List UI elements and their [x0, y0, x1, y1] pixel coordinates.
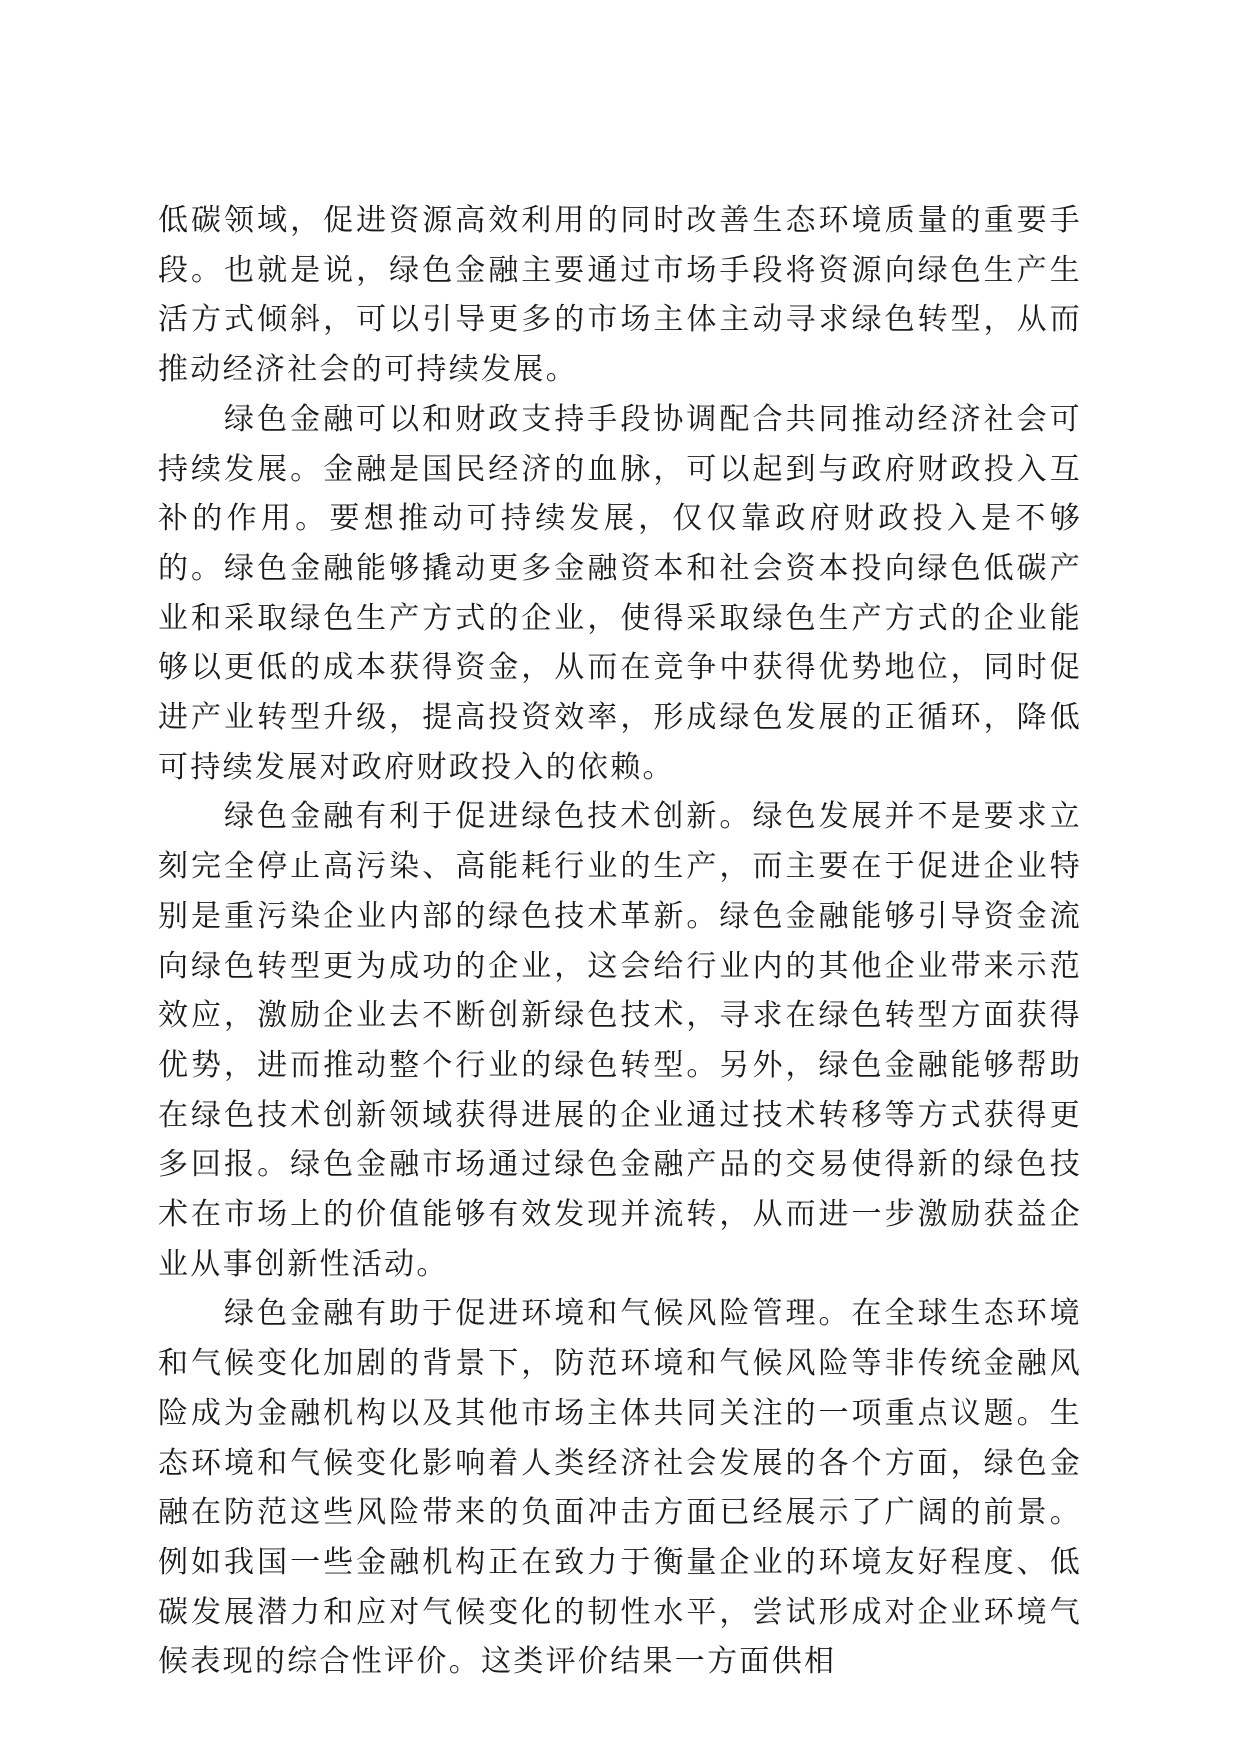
paragraph-technology-innovation: 绿色金融有利于促进绿色技术创新。绿色发展并不是要求立刻完全停止高污染、高能耗行业的生产，而主要在于促进企业特别是重污染企业内部的绿色技术革新。绿色金融能够引导资金流向绿色转型更为成功的企业，这会给行业内的其他企业带来示范效应，激励企业去不断创新绿色技术，寻求在绿色转型方面获得优势，进而推动整个行业的绿色转型。另外，绿色金融能够帮助在绿色技术创新领域获得进展的企业通过技术转移等方式获得更多回报。绿色金融市场通过绿色金融产品的交易使得新的绿色技术在市场上的价值能够有效发现并流转，从而进一步激励获益企业从事创新性活动。 — [158, 799, 1082, 1282]
paragraph-continuation: 低碳领域，促进资源高效利用的同时改善生态环境质量的重要手段。也就是说，绿色金融主要通过市场手段将资源向绿色生产生活方式倾斜，可以引导更多的市场主体主动寻求绿色转型，从而推动经济社会的可持续发展。 — [158, 203, 1082, 388]
body-text — [158, 196, 1082, 1687]
paragraph-fiscal-support: 绿色金融可以和财政支持手段协调配合共同推动经济社会可持续发展。金融是国民经济的血脉，可以起到与政府财政投入互补的作用。要想推动可持续发展，仅仅靠政府财政投入是不够的。绿色金融能够撬动更多金融资本和社会资本投向绿色低碳产业和采取绿色生产方式的企业，使得采取绿色生产方式的企业能够以更低的成本获得资金，从而在竞争中获得优势地位，同时促进产业转型升级，提高投资效率，形成绿色发展的正循环，降低可持续发展对政府财政投入的依赖。 — [158, 401, 1082, 785]
paragraph-risk-management: 绿色金融有助于促进环境和气候风险管理。在全球生态环境和气候变化加剧的背景下，防范环境和气候风险等非传统金融风险成为金融机构以及其他市场主体共同关注的一项重点议题。生态环境和气候变化影响着人类经济社会发展的各个方面，绿色金融在防范这些风险带来的负面冲击方面已经展示了广阔的前景。例如我国一些金融机构正在致力于衡量企业的环境友好程度、低碳发展潜力和应对气候变化的韧性水平，尝试形成对企业环境气候表现的综合性评价。这类评价结果一方面供相 — [158, 1296, 1082, 1680]
